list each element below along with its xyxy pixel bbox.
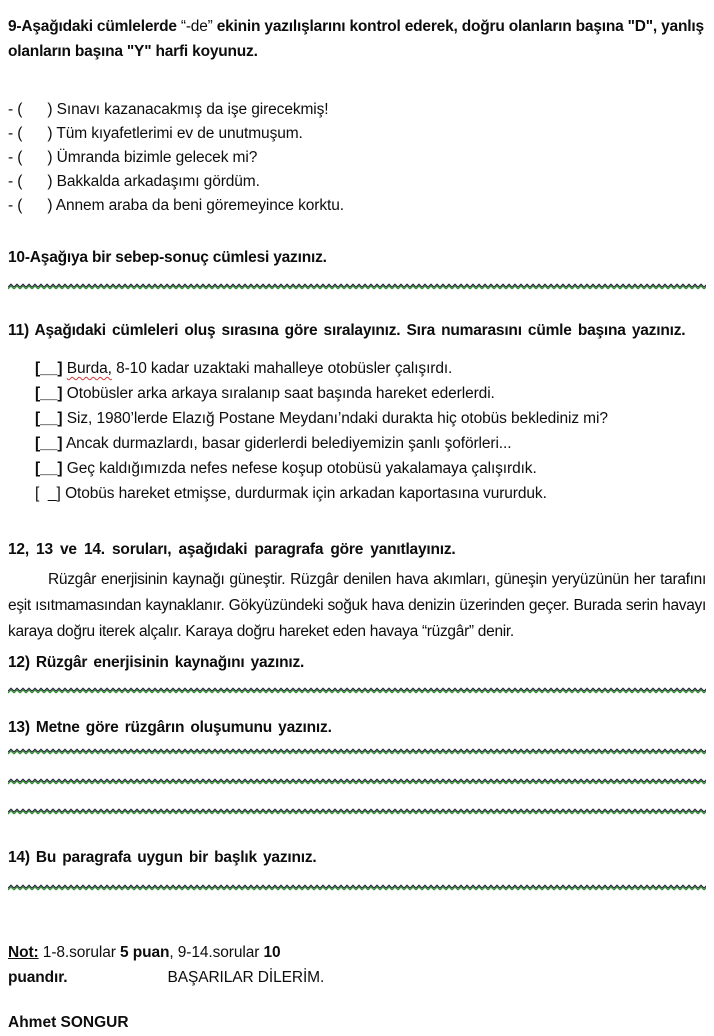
question-10-title: 10-Aşağıya bir sebep-sonuç cümlesi yazınız. (8, 249, 327, 266)
question-11-item-list (35, 356, 706, 506)
item-sentence: 8-10 kadar uzaktaki mahalleye otobüsler çalışırdı. (116, 360, 453, 377)
scoring-note (8, 940, 706, 990)
question-9-item (8, 170, 706, 194)
item-paren-close: ) (47, 149, 53, 166)
item-sentence: Tüm kıyafetlerimi ev de unutmuşum. (56, 125, 303, 142)
order-number-blank: [__] (35, 460, 63, 477)
order-number-blank: [ _] (35, 485, 61, 502)
item-sentence: Geç kaldığımızda nefes nefese koşup otobüsü yakalamaya çalışırdık. (66, 460, 537, 477)
order-number-blank: [__] (35, 435, 63, 452)
question-11-item (35, 406, 706, 431)
question-9-title-start: 9-Aşağıdaki cümlelerde (8, 18, 181, 35)
question-13-title: 13) Metne göre rüzgârın oluşumunu yazınız. (8, 719, 332, 736)
answer-line (8, 748, 706, 756)
answer-line (8, 283, 706, 291)
note-points-2: 10 (263, 944, 281, 961)
note-label: Not: (8, 944, 39, 961)
item-dash-paren-open: - ( (8, 149, 23, 166)
order-number-blank: [__] (35, 410, 63, 427)
question-11-item (35, 481, 706, 506)
answer-line (8, 778, 706, 786)
item-sentence: Annem araba da beni göremeyince korktu. (55, 197, 344, 214)
answer-line (8, 808, 706, 816)
item-sentence: Siz, 1980’lerde Elazığ Postane Meydanı’ndaki durakta hiç otobüs beklediniz mi? (66, 410, 608, 427)
item-sentence: Ümranda bizimle gelecek mi? (56, 149, 258, 166)
item-sentence: Sınavı kazanacakmış da işe girecekmiş! (56, 101, 329, 118)
answer-line (8, 884, 706, 892)
item-paren-close: ) (47, 125, 53, 142)
question-9-item (8, 98, 706, 122)
note-points-1: 5 puan (120, 944, 170, 961)
questions-12-14-intro: 12, 13 ve 14. soruları, aşağıdaki paragrafa göre yanıtlayınız. (8, 541, 456, 558)
note-text-1: 1-8.sorular (38, 944, 120, 961)
scoring-note-line2 (8, 965, 706, 990)
question-12-title: 12) Rüzgâr enerjisinin kaynağını yazınız. (8, 654, 305, 671)
item-sentence: Otobüs hareket etmişse, durdurmak için arkadan kaportasına vururduk. (65, 485, 547, 502)
item-dash-paren-open: - ( (8, 197, 23, 214)
item-paren-close: ) (47, 197, 53, 214)
item-sentence: Ancak durmazlardı, basar giderlerdi belediyemizin şanlı şoförleri... (65, 435, 512, 452)
question-9-item (8, 194, 706, 218)
reading-paragraph: Rüzgâr enerjisinin kaynağı güneştir. Rüzgâr denilen hava akımları, güneşin yeryüzünün her tarafını eşit ısıtmamasından kaynaklanır. Gökyüzündeki soğuk hava denizin üzerinden geçer. Burada serin havayı karaya doğru iterek alçalır. Karaya doğru hareket eden havaya “rüzgâr” denir. (8, 571, 706, 640)
item-dash-paren-open: - ( (8, 101, 23, 118)
item-dash-paren-open: - ( (8, 173, 23, 190)
question-9-title-de-suffix: “-de” (180, 18, 213, 35)
question-11-item (35, 431, 706, 456)
question-11-item (35, 456, 706, 481)
answer-line (8, 687, 706, 695)
note-points-word: puandır. (8, 969, 68, 986)
question-9-item (8, 122, 706, 146)
question-11-item (35, 381, 706, 406)
good-luck-message: BAŞARILAR DİLERİM. (167, 969, 325, 986)
item-dash-paren-open: - ( (8, 125, 23, 142)
scoring-note-line1 (8, 940, 706, 965)
question-11-item (35, 356, 706, 381)
spellchecked-word: Burda, (66, 360, 112, 377)
order-number-blank: [__] (35, 385, 63, 402)
item-paren-close: ) (47, 101, 53, 118)
order-number-blank: [__] (35, 360, 63, 377)
item-paren-close: ) (47, 173, 53, 190)
question-9-title-end: ekinin yazılışlarını kontrol ederek, doğru olanların başına "D", yanlış olanların başına "Y" harfi koyunuz. (8, 18, 704, 60)
question-9-item (8, 146, 706, 170)
item-sentence: Otobüsler arka arkaya sıralanıp saat başında hareket ederlerdi. (66, 385, 495, 402)
item-sentence: Bakkalda arkadaşımı gördüm. (56, 173, 260, 190)
question-14-title: 14) Bu paragrafa uygun bir başlık yazınız. (8, 849, 317, 866)
teacher-signature: Ahmet SONGUR (8, 1014, 129, 1031)
question-9-item-list (8, 98, 706, 218)
note-text-2: , 9-14.sorular (169, 944, 264, 961)
question-11-title: 11) Aşağıdaki cümleleri oluş sırasına göre sıralayınız. Sıra numarasını cümle başına yazınız. (8, 322, 686, 339)
question-9-title (8, 14, 706, 64)
